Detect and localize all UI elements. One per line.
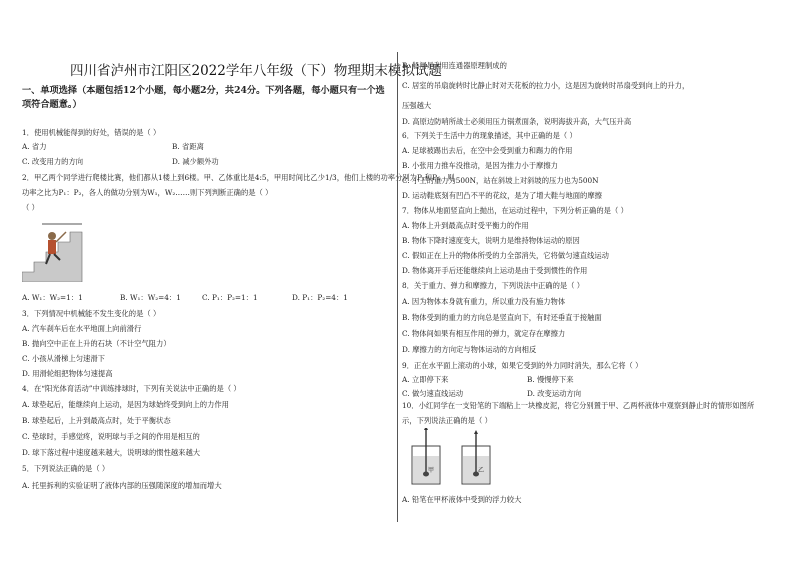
right-text-line: B. 小张用力推车没推动，是因为推力小于摩擦力 bbox=[402, 161, 558, 170]
page-title: 四川省泸州市江阳区2022学年八年级（下）物理期末模拟试题 bbox=[70, 63, 442, 79]
right-text-line: C. 小王的重力为500N，站在斜坡上对斜坡的压力也为500N bbox=[402, 176, 599, 185]
right-text-line: 6．下列关于生活中力的现象描述，其中正确的是（ ） bbox=[402, 131, 577, 140]
right-text-line: 9．正在水平面上滚动的小球，如果它受到的外力同时消失，那么它将（ ） bbox=[402, 361, 643, 370]
beakers-figure bbox=[406, 428, 536, 486]
option-a: C. 做匀速直线运动 bbox=[402, 389, 464, 398]
left-text-line: 5．下列说法正确的是（ ） bbox=[22, 464, 110, 473]
option-a: C. 改变用力的方向 bbox=[22, 157, 84, 166]
right-text-line: 压强越大 bbox=[402, 101, 432, 110]
option-b: B. 省距离 bbox=[172, 142, 204, 151]
right-text-line: 8．关于重力、弹力和摩擦力，下列说法中正确的是（ ） bbox=[402, 281, 585, 290]
left-text-line: D. 用滑轮组把物体匀速提高 bbox=[22, 369, 113, 378]
q2-option: D. P₁：P₂=4：1 bbox=[292, 293, 348, 302]
right-text-line: D. 运动鞋底刻有凹凸不平的花纹，是为了增大鞋与地面的摩擦 bbox=[402, 191, 602, 200]
q2-option: A. W₁：W₂=1：1 bbox=[22, 293, 83, 302]
q2-option: C. P₁：P₂=1：1 bbox=[202, 293, 258, 302]
right-text-line: D. 摩擦力的方向定与物体运动的方向相反 bbox=[402, 345, 537, 354]
right-text-line: A. 因为物体本身就有重力，所以重力没有施力物体 bbox=[402, 297, 566, 306]
right-text-line: A. 足球被踢出去后，在空中会受到重力和踢力的作用 bbox=[402, 146, 573, 155]
right-text-line: A. 物体上升到最高点时受平衡力的作用 bbox=[402, 221, 529, 230]
option-a: A. 立即停下来 bbox=[402, 375, 449, 384]
left-text-line: 3．下列情况中机械能不发生变化的是（ ） bbox=[22, 309, 161, 318]
stairs-figure bbox=[22, 218, 90, 282]
left-text-line: A. 托里拆利的实验证明了液体内部的压强随深度的增加而增大 bbox=[22, 481, 222, 490]
right-text-line: C. 居室的吊扇旋转时比静止时对天花板的拉力小，这是因为旋转时吊扇受到向上的升力， bbox=[402, 81, 690, 90]
left-text-line: A. 球垫起后，能继续向上运动，是因为球始终受到向上的力作用 bbox=[22, 400, 229, 409]
right-text-line: 示，下列说法正确的是（ ） bbox=[402, 416, 492, 425]
left-text-line: 1．使用机械能得到的好处，错误的是（ ） bbox=[22, 128, 161, 137]
left-text-line: 功率之比为P₁：P₂，各人的做功分别为W₁，W₂……则下列判断正确的是（ ） bbox=[22, 188, 273, 197]
left-text-line: 4．在“阳光体育活动”中训练排球时，下列有关说法中正确的是（ ） bbox=[22, 384, 241, 393]
left-text-line: A. 汽车刹车后在水平地面上向前滑行 bbox=[22, 324, 142, 333]
left-text-line: （ ） bbox=[22, 203, 39, 212]
column-divider bbox=[397, 52, 398, 522]
left-text-line: D. 球下落过程中速度越来越大，说明球的惯性越来越大 bbox=[22, 448, 201, 457]
left-text-line: 2．甲乙两个同学进行爬楼比赛，他们都从1楼上到6楼。甲、乙体重比是4:5，甲用时间比乙少1/3，他们上楼的功率分别为P₁和P₂，则 bbox=[22, 173, 455, 182]
right-text-line: B. 物体受到的重力的方向总是竖直向下，有时还垂直于接触面 bbox=[402, 313, 602, 322]
right-text-line: B. 船闸是利用连通器原理制成的 bbox=[402, 61, 507, 70]
right-text-line: C. 假如正在上升的物体所受的力全部消失，它将做匀速直线运动 bbox=[402, 251, 609, 260]
left-text-line: C. 垫球时，手感觉疼，说明球与手之间的作用是相互的 bbox=[22, 432, 200, 441]
option-b: B. 慢慢停下来 bbox=[527, 375, 574, 384]
right-text-line: C. 物体间如果有相互作用的弹力，就定存在摩擦力 bbox=[402, 329, 566, 338]
right-text-line: D. 物体离开手后还能继续向上运动是由于受到惯性的作用 bbox=[402, 266, 588, 275]
left-text-line: C. 小孩从滑梯上匀速滑下 bbox=[22, 354, 105, 363]
figure-label-yi: 乙 bbox=[478, 467, 485, 474]
right-text-line: A. 铅笔在甲杯液体中受到的浮力较大 bbox=[402, 495, 522, 504]
figure-label-jia: 甲 bbox=[428, 467, 435, 474]
option-a: A. 省力 bbox=[22, 142, 47, 151]
left-text-line: B. 抛向空中正在上升的石块（不计空气阻力） bbox=[22, 339, 171, 348]
right-text-line: 7．物体从地面竖直向上抛出，在运动过程中，下列分析正确的是（ ） bbox=[402, 206, 628, 215]
option-b: D. 改变运动方向 bbox=[527, 389, 582, 398]
option-b: D. 减少额外功 bbox=[172, 157, 219, 166]
left-text-line: B. 球垫起后，上升到最高点时，处于平衡状态 bbox=[22, 416, 171, 425]
right-text-line: D. 高原边防哨所战士必须用压力锅煮面条，说明海拔升高，大气压升高 bbox=[402, 117, 632, 126]
section-heading: 一、单项选择（本题包括12个小题，每小题2分，共24分。下列各题，每小题只有一个选项符合题意。） bbox=[22, 85, 385, 110]
right-text-line: 10．小红同学在一支铅笔的下端粘上一块橡皮泥，将它分别置于甲、乙两杯液体中观察到静止时的情形如图所 bbox=[402, 401, 755, 410]
q2-option: B. W₁：W₂=4：1 bbox=[120, 293, 181, 302]
right-text-line: B. 物体下降时速度变大，说明力是维持物体运动的原因 bbox=[402, 236, 580, 245]
